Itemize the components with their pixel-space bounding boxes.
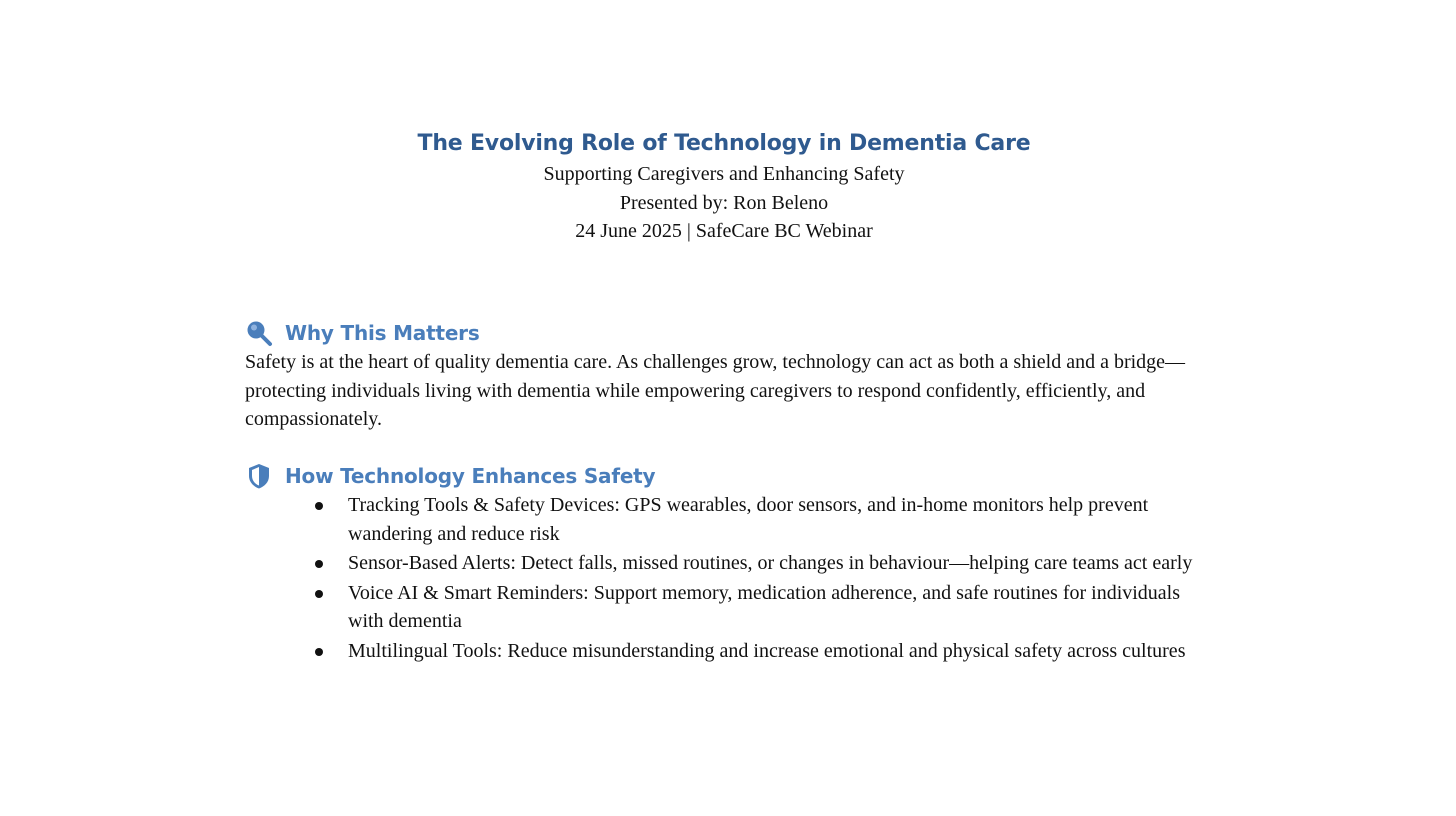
document-title: The Evolving Role of Technology in Dementia Care xyxy=(417,131,1031,156)
section-why-this-matters xyxy=(245,318,1215,434)
list-item-text: Tracking Tools & Safety Devices: GPS wearables, door sensors, and in-home monitors help prevent wandering and reduce risk xyxy=(348,494,1149,545)
safety-bullet-list xyxy=(245,491,1215,665)
bullet-dot xyxy=(315,648,323,656)
list-item-text: Sensor-Based Alerts: Detect falls, missed routines, or changes in behaviour—helping care teams act early xyxy=(348,552,1193,574)
section-heading-why xyxy=(245,318,1215,348)
bullet-dot xyxy=(315,560,323,568)
list-item xyxy=(245,637,1215,666)
presenter-line: Presented by: Ron Beleno xyxy=(619,191,829,214)
section-how-technology xyxy=(245,461,1215,666)
date-event-line: 24 June 2025 | SafeCare BC Webinar xyxy=(575,220,873,242)
why-body-paragraph: Safety is at the heart of quality dementia care. As challenges grow, technology can act as both a shield and a bridge—protecting individuals living with dementia while empowering caregivers to respond confidently, efficiently, and compassionately. xyxy=(245,351,1186,430)
list-item xyxy=(245,579,1215,636)
section-heading-label: How Technology Enhances Safety xyxy=(285,464,656,488)
section-heading-how xyxy=(245,461,1215,491)
section-heading-label: Why This Matters xyxy=(285,321,480,345)
bullet-dot xyxy=(315,590,323,598)
document-subtitle: Supporting Caregivers and Enhancing Safety xyxy=(543,163,905,185)
shield-icon xyxy=(245,462,273,490)
bullet-dot xyxy=(315,502,323,510)
magnifying-glass-icon xyxy=(245,319,273,347)
list-item xyxy=(245,491,1215,548)
list-item-text: Multilingual Tools: Reduce misunderstanding and increase emotional and physical safety across cultures xyxy=(348,639,1186,662)
list-item xyxy=(245,549,1215,578)
list-item-text: Voice AI & Smart Reminders: Support memory, medication adherence, and safe routines for individuals with dementia xyxy=(348,581,1181,632)
title-block xyxy=(0,128,1448,246)
